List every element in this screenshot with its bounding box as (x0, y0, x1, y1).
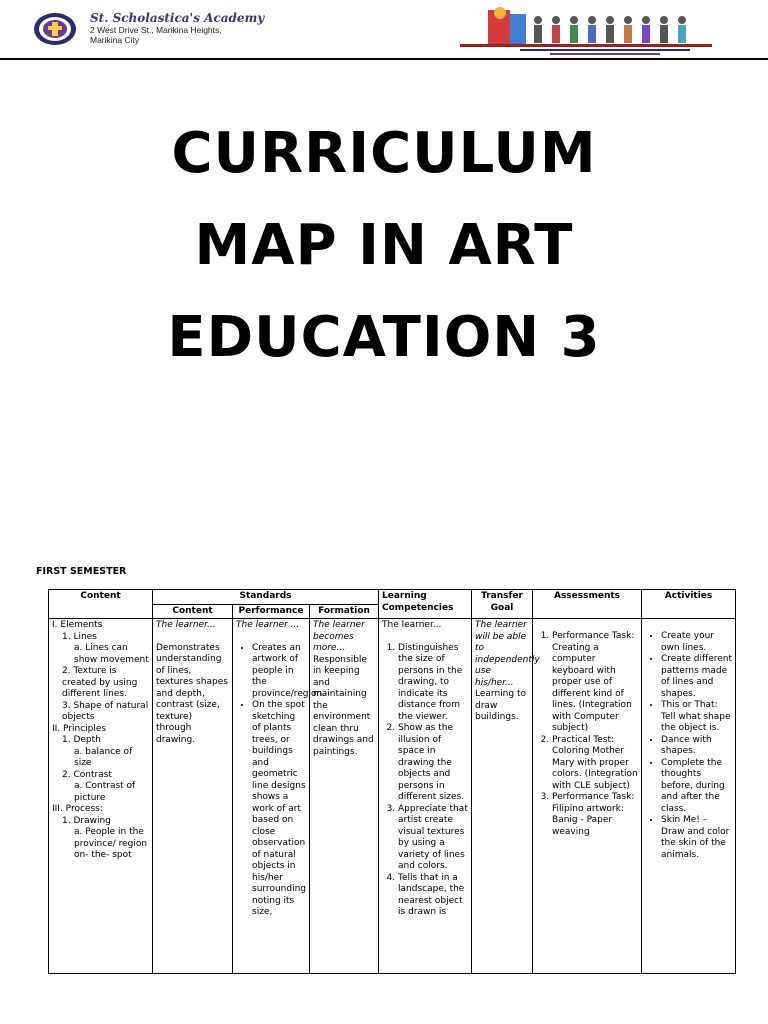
transfer-goal-lead: The learner will be able to independently use his/her... (475, 620, 540, 688)
table-row (49, 619, 736, 974)
school-name: St. Scholastica's Academy (90, 11, 265, 25)
list-item: • Skin Me! – Draw and color the skin of the animals. (661, 815, 732, 861)
performance-standard-cell (233, 619, 326, 974)
list-item: 3. Performance Task: Filipino artwork: Banig - Paper weaving (552, 792, 638, 838)
school-seal-icon (33, 12, 77, 46)
content-standard-lead: The learner... (156, 620, 216, 630)
header-transfer-goal: Transfer Goal (472, 590, 533, 619)
outline-item: I. Elements (52, 620, 103, 630)
transfer-goal-text: Learning to draw buildings. (475, 689, 526, 722)
school-address-line2: Marikina City (90, 35, 140, 45)
list-item: 1. Performance Task: Creating a computer keyboard with proper use of different kind of lines. (Integration with Computer subject) (552, 631, 638, 735)
content-outline-cell (49, 619, 153, 974)
school-address-line1: 2 West Drive St., Marikina Heights, (90, 25, 222, 35)
subheader-formation: Formation (310, 604, 379, 619)
header-assessments: Assessments (533, 590, 642, 619)
outline-item: II. Principles (52, 723, 107, 734)
content-standard-cell (153, 619, 233, 974)
activities-cell (642, 619, 736, 974)
list-item: 1. Distinguishes the size of persons in the drawing, to indicate its distance from the viewer. (398, 643, 468, 724)
list-item: • Complete the thoughts before, during and after the class. (661, 758, 732, 816)
assessments-cell (533, 619, 642, 974)
outline-item: 1. Lines (62, 631, 97, 642)
subheader-content: Content (153, 604, 233, 619)
list-item: 3. Appreciate that artist create visual textures by using a variety of lines and colors. (398, 804, 468, 873)
list-item: 2. Show as the illusion of space in drawing the objects and persons in different sizes. (398, 723, 468, 804)
learning-competencies-lead: The learner... (382, 620, 442, 630)
semester-label: FIRST SEMESTER (36, 566, 127, 577)
header-learning-competencies: Learning Competencies (379, 590, 472, 619)
subheader-performance: Performance (233, 604, 310, 619)
list-item: • Create different patterns made of lines and shapes. (661, 654, 732, 700)
outline-item: 1. Drawing (62, 815, 111, 826)
header-activities: Activities (642, 590, 736, 619)
title-line-3: EDUCATION 3 (167, 305, 601, 370)
theme-banner-image (460, 4, 712, 56)
outline-item: III. Process: (52, 804, 103, 814)
outline-item: 2. Contrast (62, 769, 112, 780)
header-divider (0, 58, 768, 60)
formation-standard-text: Responsible in keeping and maintaining the environment clean thru drawings and paintings. (313, 654, 374, 757)
outline-item: a. People in the province/ region on- the- spot (74, 827, 148, 860)
list-item: • Dance with shapes. (661, 735, 732, 758)
outline-item: 1. Depth (62, 735, 101, 745)
title-line-2: MAP IN ART (194, 213, 574, 278)
document-title (0, 108, 768, 384)
outline-item: a. balance of size (74, 746, 133, 768)
transfer-goal-cell (472, 619, 540, 974)
title-line-1: CURRICULUM (171, 121, 597, 186)
content-standard-text: Demonstrates understanding of lines, textures shapes and depth, contrast (size, texture) through drawing. (156, 642, 228, 745)
list-item: • Creates an artwork of people in the province/region. (252, 643, 306, 701)
header-content: Content (49, 590, 153, 619)
curriculum-map-table (48, 589, 736, 974)
outline-item: a. Lines can show movement (74, 643, 149, 665)
page-header (0, 0, 768, 60)
formation-standard-lead: The learner becomes more... (313, 620, 365, 653)
formation-standard-cell (310, 619, 379, 974)
outline-item: a. Contrast of picture (74, 781, 136, 803)
header-standards: Standards (153, 590, 379, 605)
learning-competencies-cell (379, 619, 472, 974)
outline-item: 2. Texture is created by using different lines. (62, 666, 138, 699)
list-item: 2. Practical Test: Coloring Mother Mary with proper colors. (Integration with CLE subject) (552, 735, 638, 793)
list-item: 4. Tells that in a landscape, the nearest object is drawn is (398, 873, 468, 919)
list-item: • Create your own lines. (661, 631, 732, 654)
outline-item: 3. Shape of natural objects (62, 700, 149, 722)
performance-standard-lead: The learner ... (236, 620, 300, 630)
list-item: • This or That: Tell what shape the object is. (661, 700, 732, 735)
list-item: • On the spot sketching of plants trees, or buildings and geometric line designs shows a work of art based on close observation of natural objects in his/her surrounding noting its size, (252, 700, 306, 919)
